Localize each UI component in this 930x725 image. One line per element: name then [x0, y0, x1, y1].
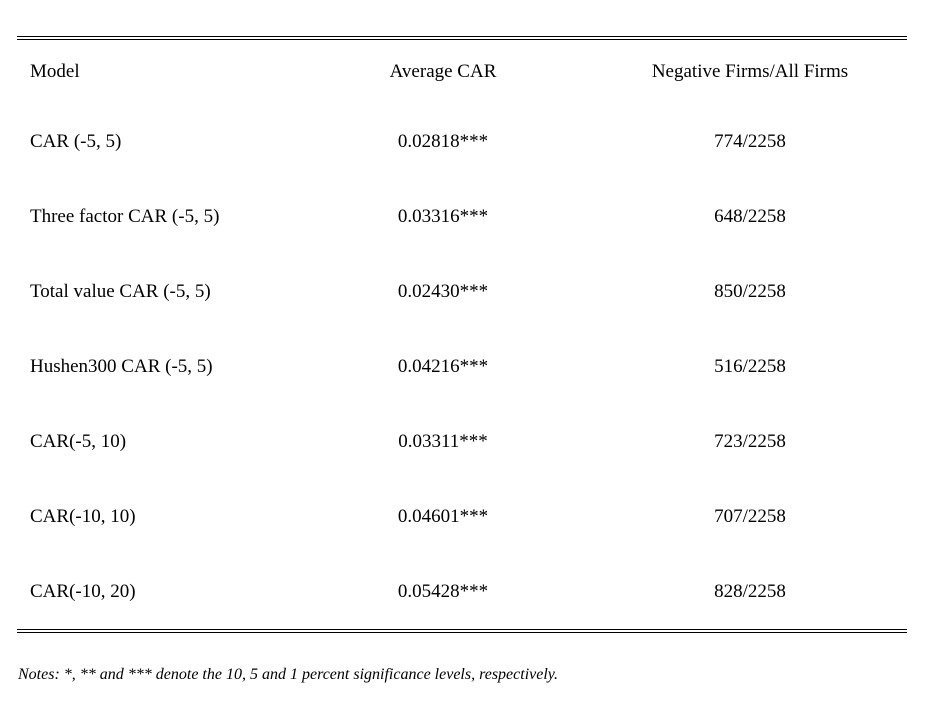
cell-average-car: 0.02430***: [397, 280, 489, 302]
cell-negative-firms: 774/2258: [714, 130, 786, 152]
cell-negative-firms: 850/2258: [714, 280, 786, 302]
cell-average-car: 0.04216***: [397, 355, 489, 377]
table-row: [17, 554, 907, 629]
cell-model: CAR(-10, 20): [30, 580, 136, 602]
cell-negative-firms: 707/2258: [714, 505, 786, 527]
cell-average-car: 0.05428***: [397, 580, 489, 602]
header-average-car: Average CAR: [389, 61, 497, 82]
cell-model: CAR (-5, 5): [30, 130, 122, 152]
results-table: [17, 36, 907, 633]
cell-negative-firms: 723/2258: [714, 430, 786, 452]
header-model: Model: [30, 61, 80, 82]
cell-average-car: 0.02818***: [397, 130, 489, 152]
table-row: [17, 104, 907, 179]
table-notes: Notes: *, ** and *** denote the 10, 5 and 1 percent significance levels, respectively.: [18, 666, 559, 683]
cell-negative-firms: 516/2258: [714, 355, 786, 377]
table-row: [17, 479, 907, 554]
cell-negative-firms: 648/2258: [714, 205, 786, 227]
cell-model: Hushen300 CAR (-5, 5): [30, 355, 213, 377]
cell-average-car: 0.04601***: [397, 505, 489, 527]
table-header-row: [17, 40, 907, 104]
cell-model: CAR(-5, 10): [30, 430, 127, 452]
table-row: [17, 404, 907, 479]
header-negative-firms: Negative Firms/All Firms: [651, 61, 849, 82]
table-row: [17, 254, 907, 329]
cell-model: CAR(-10, 10): [30, 505, 136, 527]
cell-average-car: 0.03316***: [397, 205, 489, 227]
table-row: [17, 329, 907, 404]
table-bottom-rule: [17, 629, 907, 633]
table-row: [17, 179, 907, 254]
cell-model: Three factor CAR (-5, 5): [30, 205, 220, 227]
cell-average-car: 0.03311***: [398, 430, 488, 452]
cell-model: Total value CAR (-5, 5): [30, 280, 211, 302]
cell-negative-firms: 828/2258: [714, 580, 786, 602]
